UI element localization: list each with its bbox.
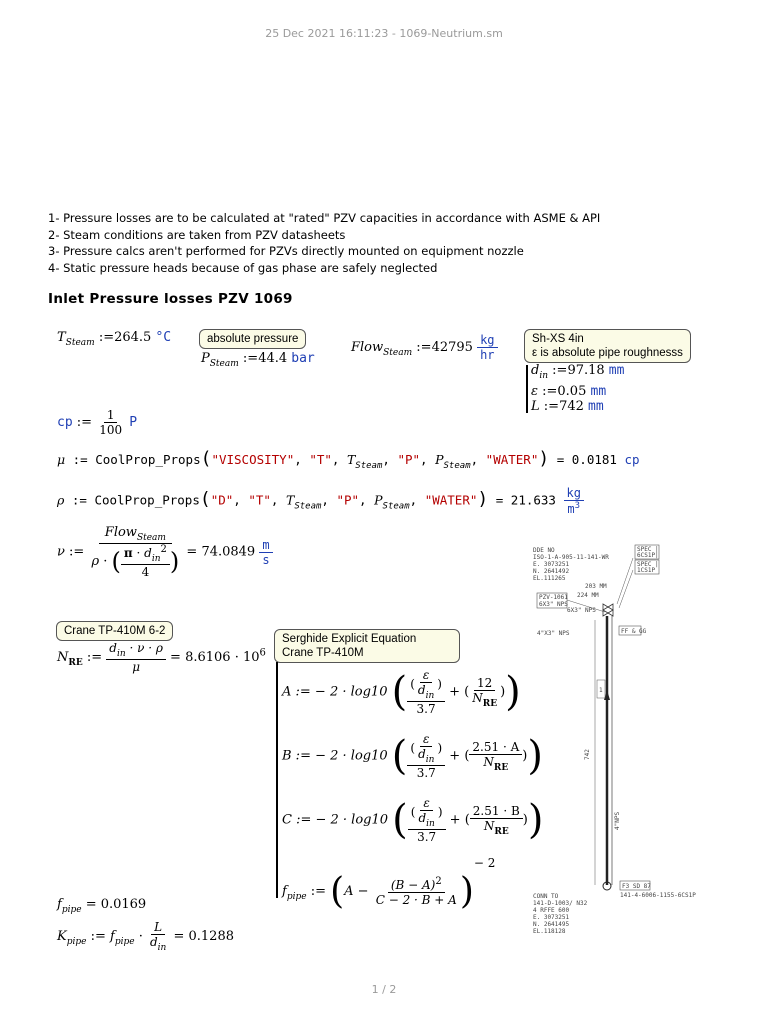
- page-header: 25 Dec 2021 16:11:23 - 1069-Neutrium.sm: [265, 27, 503, 40]
- num: [106, 641, 166, 660]
- unit-exp: 3: [574, 501, 581, 511]
- arg: P: [374, 492, 383, 508]
- plus: +: [449, 748, 461, 764]
- value: 742: [559, 399, 584, 414]
- region-bar: [526, 365, 528, 413]
- den: ρ · ( $\frac{\pi \cdot d_{in}^2}{4}$ ): [91, 544, 180, 579]
- d: [415, 811, 437, 829]
- arg: "D": [210, 492, 234, 508]
- paren: ): [477, 488, 489, 510]
- spec-label: 1CS1P: [637, 567, 656, 574]
- unit-num: kg: [477, 333, 497, 348]
- unit-num: kg: [564, 486, 584, 501]
- assign: :=: [72, 452, 88, 467]
- assign: :=: [242, 351, 259, 366]
- n: N: [483, 754, 494, 769]
- valve-symbol: [603, 604, 613, 616]
- arg: "WATER": [485, 452, 539, 467]
- d: d: [109, 641, 117, 655]
- eq-rho: ρ := CoolProp_Props("D", "T", $T_{Steam}$, "P", $P_{Steam}$, "WATER") = 21.633 $\frac{kg}{m^3}$: [57, 486, 584, 516]
- tag-label: PZV-1061: [539, 594, 568, 601]
- unit: mm: [590, 384, 607, 399]
- sym: μ: [57, 452, 66, 467]
- sub: pipe: [66, 937, 87, 947]
- value: 264.5: [114, 330, 152, 345]
- unit: cp: [624, 452, 640, 467]
- num: ( $\frac{\varepsilon}{d_{in}}$ ): [408, 796, 446, 830]
- assign: :=: [310, 884, 326, 899]
- frac2: [469, 676, 500, 709]
- assign: :=: [90, 929, 106, 944]
- paren: (: [392, 797, 408, 843]
- result: = 0.1288: [173, 929, 234, 944]
- region-bar: [276, 662, 278, 898]
- callout-line: Crane TP-410M: [282, 647, 364, 659]
- value: 42795: [431, 340, 473, 355]
- unit-den: s: [262, 552, 270, 567]
- callout-serghide: [274, 629, 460, 663]
- frac: [373, 876, 460, 907]
- paren: (: [391, 733, 408, 779]
- sym: ν: [57, 544, 65, 560]
- pi: π: [123, 546, 133, 560]
- notes-list: [48, 210, 600, 276]
- num: [99, 525, 172, 544]
- dim-label: 6X3" NPS: [567, 607, 596, 614]
- den: [147, 935, 169, 953]
- lhs: A := − 2 · log10: [282, 684, 388, 700]
- sym: ρ: [57, 492, 65, 508]
- den2: [481, 819, 512, 837]
- paren: (: [391, 669, 408, 715]
- lhs: B := − 2 · log10: [282, 748, 388, 764]
- arg: "T": [309, 452, 332, 467]
- paren: ): [527, 733, 543, 779]
- sub: in: [157, 943, 167, 953]
- drawing-label: DDE NO: [533, 547, 555, 554]
- paren: ): [505, 669, 521, 715]
- sym: Flow: [351, 340, 384, 355]
- eq-nre: [57, 641, 266, 674]
- section-title: Inlet Pressure losses PZV 1069: [48, 291, 293, 307]
- unit: bar: [291, 351, 315, 366]
- drawing-label: N. 2641492: [533, 568, 570, 575]
- d: [415, 683, 437, 701]
- eps: ε: [420, 796, 432, 811]
- assign: :=: [71, 492, 87, 508]
- d: d: [144, 546, 152, 560]
- result: = 74.0849: [186, 544, 256, 560]
- num2: 2.51 · B: [470, 804, 523, 819]
- arg: "VISCOSITY": [211, 452, 295, 467]
- spec-label: SPEC |: [637, 546, 659, 553]
- assign: :=: [543, 399, 560, 414]
- eq-eps: [531, 384, 606, 399]
- arg: P: [435, 452, 444, 467]
- callout-crane: Crane TP-410M 6-2: [56, 621, 173, 641]
- callout-pipe: [524, 329, 691, 363]
- lhs: C := − 2 · log10: [282, 812, 389, 828]
- conn-label: CONN TO: [533, 893, 559, 900]
- assign: :=: [98, 330, 115, 345]
- callout-line: Sh-XS 4in: [532, 333, 584, 345]
- assign: :=: [416, 340, 432, 355]
- unit-den: hr: [480, 348, 495, 362]
- paren: ): [459, 871, 474, 912]
- arg: "P": [397, 452, 421, 467]
- dim-vertical: 742: [584, 749, 591, 760]
- sub: Steam: [209, 359, 239, 369]
- eq-f-pipe-result: [57, 897, 146, 915]
- num2: 2.51 · A: [469, 740, 522, 755]
- sub: Steam: [382, 501, 410, 512]
- sub: RE: [482, 698, 498, 709]
- eq-d-in: [531, 363, 624, 381]
- callout-line: ε is absolute pipe roughnesss: [532, 347, 683, 359]
- result: = 21.633: [495, 492, 556, 508]
- sub: in: [116, 649, 126, 659]
- conn-label: 141-D-1003/ N32: [533, 900, 588, 907]
- eq-t-steam: [57, 330, 171, 348]
- sub: Steam: [355, 461, 383, 471]
- value: 97.18: [567, 363, 605, 378]
- paren: (: [111, 547, 121, 576]
- num2: 12: [474, 676, 495, 691]
- plus: +: [449, 684, 461, 700]
- value: 0.05: [557, 384, 587, 399]
- den2: [469, 691, 500, 709]
- sub: in: [539, 371, 549, 381]
- eq-l: [531, 399, 604, 414]
- sub: RE: [68, 658, 83, 668]
- func: CoolProp_Props: [95, 452, 201, 467]
- n: N: [483, 818, 495, 833]
- unit-frac: [259, 538, 272, 567]
- eq-mu: μ := CoolProp_Props("VISCOSITY", "T", $T_{Steam}$, "P", $P_{Steam}$, "WATER") = 0.0181 cp: [57, 448, 640, 471]
- note-1: 1- Pressure losses are to be calculated at "rated" PZV capacities in accordance with ASME & API: [48, 211, 601, 225]
- arg: T: [285, 492, 295, 508]
- result: = 8.6106 · 10: [170, 650, 260, 665]
- frac: [106, 641, 166, 674]
- tag-label: 6X3" NPS: [539, 601, 568, 608]
- f: f: [110, 929, 115, 944]
- unit-frac: [477, 333, 497, 362]
- unit-den: [564, 501, 583, 516]
- inner: [415, 732, 437, 765]
- rest: · ν · ρ: [129, 641, 163, 655]
- sym: L: [531, 399, 540, 414]
- unit: mm: [588, 399, 604, 414]
- den: μ: [132, 660, 140, 674]
- exp: 6: [259, 647, 266, 659]
- sub: Steam: [443, 461, 471, 471]
- leader-line: [619, 570, 633, 608]
- a-term: A −: [344, 884, 369, 899]
- num: ( $\frac{\varepsilon}{d_{in}}$ ): [407, 668, 445, 702]
- eq-f-pipe-formula: [282, 856, 495, 912]
- d-sym: d: [417, 683, 426, 697]
- num: ( $\frac{\varepsilon}{d_{in}}$ ): [407, 732, 445, 766]
- flow: Flow: [104, 525, 137, 540]
- dim-label: 203 MM: [585, 583, 607, 590]
- callout-line: Serghide Explicit Equation: [282, 633, 417, 645]
- assign: :=: [76, 415, 93, 430]
- sym: d: [531, 363, 540, 378]
- inner-frac: [121, 544, 170, 579]
- den: 3.7: [416, 766, 436, 780]
- drawing-label: E. 3073251: [533, 561, 570, 568]
- frac: [407, 668, 445, 716]
- eq-p-steam: [201, 351, 315, 369]
- unit: mm: [608, 363, 625, 378]
- conn-label: E. 3073251: [533, 914, 570, 921]
- bottom-tag: F3 SD 87: [622, 883, 651, 890]
- conn-label: EL.118128: [533, 928, 566, 935]
- assign: :=: [86, 650, 103, 665]
- paren: (: [199, 488, 211, 510]
- sub: Steam: [65, 338, 95, 348]
- rho: ρ: [91, 554, 100, 569]
- sym: ε: [531, 384, 538, 399]
- d: [415, 747, 437, 765]
- plus: +: [449, 812, 461, 828]
- pipe-size-label: 4"NPS: [614, 811, 621, 830]
- sub: in: [425, 691, 435, 701]
- unit-frac: [564, 486, 584, 516]
- eq-k-pipe: $K_{pipe}$ := $f_{pipe}$ · $\frac{L}{d_{in}}$ = 0.1288: [57, 920, 234, 953]
- num: L: [151, 920, 165, 935]
- result: = 0.0181: [556, 452, 617, 467]
- arg: "WATER": [424, 492, 478, 508]
- sub: pipe: [61, 905, 82, 915]
- frac: [96, 408, 125, 437]
- den: 3.7: [417, 830, 437, 844]
- sym: cp: [57, 415, 73, 430]
- sub: Steam: [136, 533, 166, 543]
- inner: [415, 668, 437, 701]
- sub: pipe: [114, 937, 135, 947]
- conn-label: N. 2641495: [533, 921, 570, 928]
- d-sym: d: [418, 811, 427, 825]
- func: CoolProp_Props: [94, 492, 200, 508]
- drawing-label: EL.111265: [533, 575, 566, 582]
- num-text: (B − A): [390, 878, 436, 892]
- sub: RE: [493, 762, 509, 773]
- side-box-label: 1: [599, 687, 603, 694]
- drawing-label: ISO-1-A-905-11-141-WR: [533, 554, 609, 561]
- sym: P: [201, 351, 210, 366]
- conn-label: 4 RFFE 600: [533, 907, 570, 914]
- den: 100: [99, 423, 123, 437]
- frac: [147, 920, 169, 953]
- paren: ): [538, 448, 550, 469]
- sym: N: [57, 650, 69, 665]
- d-sym: d: [418, 747, 426, 761]
- sub: in: [425, 755, 435, 765]
- assign: :=: [542, 384, 558, 399]
- dim-label: 224 MM: [577, 592, 599, 599]
- arg: "P": [336, 492, 360, 508]
- frac: [408, 796, 446, 844]
- leader-line: [617, 558, 633, 604]
- inner-num: $\pi \cdot d_{in}^2$: [121, 544, 170, 565]
- ff-label: FF & GG: [621, 628, 647, 635]
- eps: ε: [420, 668, 432, 683]
- sub: in: [426, 819, 435, 829]
- arg: "T": [248, 492, 271, 508]
- eq-nu: [57, 525, 273, 579]
- d: d: [149, 935, 158, 949]
- exp: 2: [160, 544, 167, 555]
- eq-flow-steam: [351, 333, 498, 362]
- spec-label: SPEC |: [637, 561, 659, 568]
- unit-den-base: m: [567, 502, 575, 516]
- assign: :=: [552, 363, 568, 378]
- sub: Steam: [383, 348, 413, 358]
- note-4: 4- Static pressure heads because of gas phase are safely neglected: [48, 260, 438, 275]
- note-2: 2- Steam conditions are taken from PZV datasheets: [48, 227, 346, 242]
- page-number: 1 / 2: [371, 983, 397, 996]
- sub: Steam: [294, 501, 322, 512]
- callout-absolute-pressure: absolute pressure: [199, 329, 306, 349]
- eq-c: C := − 2 · log10 ( ( $\frac{\varepsilon}{d_{in}}$ ) 3.7 + ( $\frac{2.51 \cdot B}{N_{RE}}$ )): [282, 796, 544, 844]
- frac: [88, 525, 182, 579]
- sub: in: [151, 554, 161, 564]
- den: C − 2 · B + A: [375, 893, 457, 907]
- arg: T: [346, 452, 356, 467]
- sub: RE: [494, 826, 509, 837]
- valve-symbol: [603, 604, 613, 616]
- n: N: [472, 690, 483, 705]
- lhs: f: [282, 884, 287, 899]
- sub: pipe: [286, 892, 307, 902]
- eq-cp: [57, 408, 137, 437]
- unit: °C: [155, 330, 172, 345]
- note-3: 3- Pressure calcs aren't performed for PZVs directly mounted on equipment nozzle: [48, 244, 524, 258]
- sym: T: [57, 330, 66, 345]
- paren: ): [169, 547, 180, 576]
- value: 44.4: [258, 351, 288, 366]
- frac: [407, 732, 445, 780]
- unit-num: m: [259, 538, 272, 553]
- piping-isometric-drawing: [515, 540, 705, 940]
- eps: ε: [420, 732, 432, 747]
- num: 1: [104, 408, 118, 423]
- num-exp: 2: [435, 876, 442, 887]
- bottom-line-no: 141-4-6006-1155-6CS1P: [620, 892, 696, 899]
- sym: K: [57, 929, 67, 944]
- eq-a: A := − 2 · log10 ( ( $\frac{\varepsilon}{d_{in}}$ ) 3.7 + ( $\frac{12}{N_{RE}}$ )): [282, 668, 521, 716]
- paren: (: [200, 448, 212, 469]
- paren: ): [527, 797, 544, 843]
- assign: :=: [69, 544, 85, 560]
- paren: (: [330, 871, 345, 912]
- spec-label: 6CS1P|: [637, 552, 659, 559]
- eq-b: B := − 2 · log10 ( ( $\frac{\varepsilon}{d_{in}}$ ) 3.7 + ( $\frac{2.51 \cdot A}{N_{RE}}$ )): [282, 732, 543, 780]
- inner-den: 4: [141, 565, 150, 579]
- exp: − 2: [473, 856, 496, 870]
- den: 3.7: [416, 702, 436, 716]
- den2: [480, 755, 511, 773]
- unit: P: [129, 415, 138, 430]
- result: = 0.0169: [85, 897, 147, 912]
- inner: [415, 796, 437, 829]
- reducer-label: 4"X3" NPS: [537, 630, 570, 637]
- sym: f: [57, 897, 62, 912]
- num: [388, 876, 445, 893]
